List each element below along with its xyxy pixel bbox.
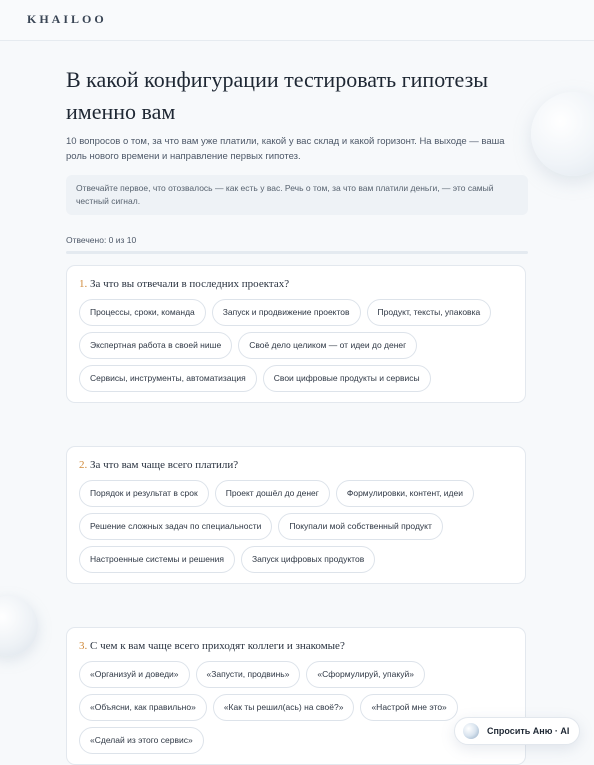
- answer-chip[interactable]: «Объясни, как правильно»: [79, 694, 207, 721]
- answer-options: [79, 480, 513, 573]
- question-text: За что вы отвечали в последних проектах?: [90, 278, 290, 290]
- answer-chip[interactable]: «Сформулируй, упакуй»: [306, 661, 425, 688]
- answer-chip[interactable]: Порядок и результат в срок: [79, 480, 209, 507]
- progress-label: Отвечено: 0 из 10: [66, 235, 137, 245]
- answer-chip[interactable]: Своё дело целиком — от идеи до денег: [238, 332, 417, 359]
- answer-chip[interactable]: «Запусти, продвинь»: [196, 661, 301, 688]
- answer-chip[interactable]: Свои цифровые продукты и сервисы: [263, 365, 431, 392]
- question-text: С чем к вам чаще всего приходят коллеги и знакомые?: [90, 640, 345, 652]
- answer-chip[interactable]: Формулировки, контент, идеи: [336, 480, 474, 507]
- question-number: 1.: [79, 278, 88, 290]
- question-title: [79, 640, 513, 652]
- answer-chip[interactable]: Сервисы, инструменты, автоматизация: [79, 365, 257, 392]
- question-number: 2.: [79, 459, 88, 471]
- page-subtitle: 10 вопросов о том, за что вам уже платили, какой у вас склад и какой горизонт. На выходе — ваша роль нового времени и направление первых гипотез.: [66, 136, 505, 162]
- answer-chip[interactable]: «Организуй и доведи»: [79, 661, 190, 688]
- answer-chip[interactable]: Процессы, сроки, команда: [79, 299, 206, 326]
- ask-ai-label: Спросить Аню · AI: [487, 726, 570, 736]
- answer-chip[interactable]: Запуск и продвижение проектов: [212, 299, 361, 326]
- question-card-3: [66, 627, 526, 765]
- question-card-2: [66, 446, 526, 584]
- answer-chip[interactable]: «Настрой мне это»: [360, 694, 457, 721]
- intro-section: [66, 64, 528, 254]
- ai-avatar-icon: [463, 723, 479, 739]
- answer-chip[interactable]: Решение сложных задач по специальности: [79, 513, 272, 540]
- question-title: [79, 278, 513, 290]
- decorative-orb-left: [0, 596, 38, 656]
- answer-chip[interactable]: «Как ты решил(ась) на своё?»: [213, 694, 355, 721]
- logo[interactable]: KHAILOO: [27, 12, 107, 26]
- question-number: 3.: [79, 640, 88, 652]
- answer-options: [79, 299, 513, 392]
- hint-box: Отвечайте первое, что отозвалось — как есть у вас. Речь о том, за что вам платили деньги, — это самый честный сигнал.: [66, 175, 528, 215]
- answer-options: [79, 661, 513, 754]
- question-text: За что вам чаще всего платили?: [90, 459, 239, 471]
- answer-chip[interactable]: Настроенные системы и решения: [79, 546, 235, 573]
- decorative-orb-right: [531, 92, 594, 176]
- question-title: [79, 459, 513, 471]
- answer-chip[interactable]: Покупали мой собственный продукт: [278, 513, 443, 540]
- answer-chip[interactable]: «Сделай из этого сервис»: [79, 727, 204, 754]
- ask-ai-button[interactable]: [454, 717, 580, 745]
- answer-chip[interactable]: Запуск цифровых продуктов: [241, 546, 375, 573]
- progress-bar: [66, 251, 528, 254]
- answer-chip[interactable]: Проект дошёл до денег: [215, 480, 330, 507]
- answer-chip[interactable]: Продукт, тексты, упаковка: [367, 299, 492, 326]
- page-title: В какой конфигурации тестировать гипотезы именно вам: [66, 67, 489, 124]
- question-card-1: [66, 265, 526, 403]
- answer-chip[interactable]: Экспертная работа в своей нише: [79, 332, 232, 359]
- top-bar: [0, 0, 594, 41]
